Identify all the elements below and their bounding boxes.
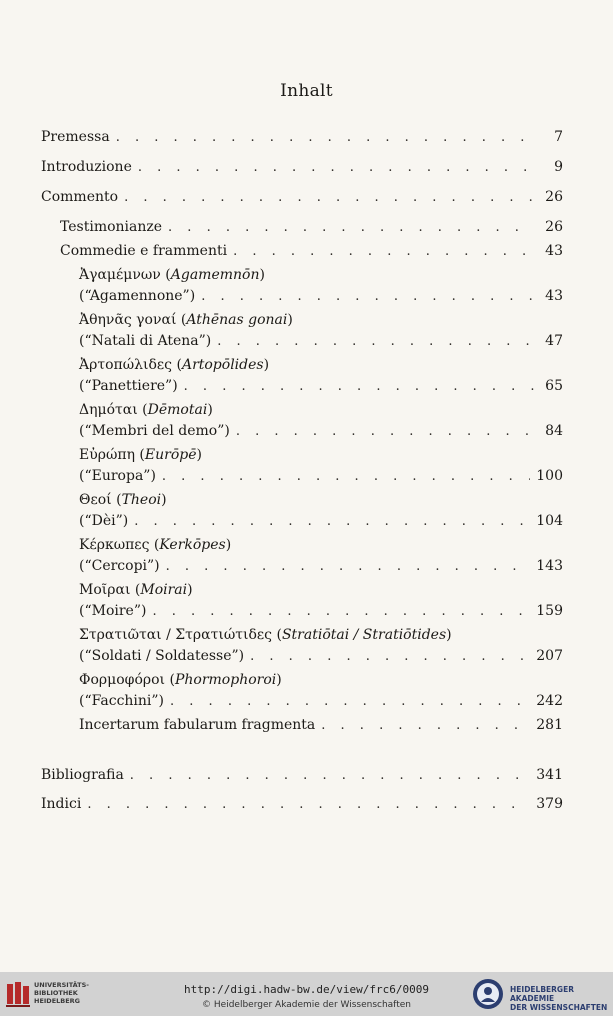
italian-title: (“Natali di Atena”) <box>79 333 212 349</box>
dot-leader <box>87 795 530 815</box>
transliterated-title: Phormophoroi <box>174 672 277 688</box>
viewer-footer <box>0 972 613 1016</box>
transliterated-title: Eurōpē <box>144 447 197 463</box>
italian-title: (“Moire”) <box>79 603 147 619</box>
italian-title: (“Panettiere”) <box>79 378 178 394</box>
toc-page-number: 84 <box>545 423 563 439</box>
greek-title: Κέρκωπες <box>79 537 150 553</box>
toc-label: Commedie e frammenti <box>60 243 228 259</box>
transliterated-title: Agamemnōn <box>170 267 260 283</box>
toc-entry-commento <box>41 187 563 207</box>
dot-leader <box>166 557 531 577</box>
italian-title: (“Soldati / Soldatesse”) <box>79 648 245 664</box>
library-name-line: BIBLIOTHEK <box>34 989 78 997</box>
toc-entry-play <box>79 286 563 306</box>
toc-page-number: 43 <box>545 288 563 304</box>
greek-title: Φορμοφόροι <box>79 672 166 688</box>
toc-label: Incertarum fabularum fragmenta <box>79 717 316 733</box>
toc-page-number: 379 <box>536 796 563 812</box>
toc-page-number: 341 <box>536 767 563 783</box>
toc-entry-play <box>79 511 563 531</box>
toc-page-number: 242 <box>536 693 563 709</box>
toc-page-number: 7 <box>554 129 563 145</box>
italian-title: (“Dèi”) <box>79 513 129 529</box>
greek-title: Εὐρώπη <box>79 447 135 463</box>
play-title-line: Ἀθηνᾶς γοναί (Athēnas gonai) <box>79 312 293 328</box>
toc-page-number: 100 <box>536 468 563 484</box>
academy-seal-icon[interactable] <box>472 978 504 1010</box>
toc-entry-premessa <box>41 127 563 147</box>
play-title-line: Στρατιῶται / Στρατιώτιδες (Stratiōtai / Stratiōtides) <box>79 627 452 643</box>
library-name-line: UNIVERSITÄTS- <box>34 981 89 989</box>
dot-leader <box>116 128 535 148</box>
dot-leader <box>168 218 535 238</box>
greek-title: Μοῖραι <box>79 582 131 598</box>
play-title-line: Ἀρτοπώλιδες (Artopōlides) <box>79 357 270 373</box>
toc-entry-play <box>79 556 563 576</box>
play-title-line: Εὐρώπη (Eurōpē) <box>79 447 202 463</box>
transliterated-title: Kerkōpes <box>159 537 226 553</box>
greek-title: Στρατιῶται / Στρατιώτιδες <box>79 627 273 643</box>
library-name-line: HEIDELBERG <box>34 997 81 1005</box>
toc-entry-testimonianze <box>60 217 563 237</box>
dot-leader <box>162 467 530 487</box>
toc-page-number: 9 <box>554 159 563 175</box>
toc-label: Premessa <box>41 129 110 145</box>
italian-title: (“Europa”) <box>79 468 156 484</box>
page-title: Inhalt <box>280 81 333 101</box>
greek-title: Θεοί <box>79 492 112 508</box>
dot-leader <box>130 766 530 786</box>
toc-page-number: 143 <box>536 558 563 574</box>
italian-title: (“Facchini”) <box>79 693 165 709</box>
dot-leader <box>124 188 535 208</box>
dot-leader <box>233 242 535 262</box>
toc-entry-play <box>79 331 563 351</box>
toc-page-number: 47 <box>545 333 563 349</box>
toc-entry-bibliografia <box>41 765 563 785</box>
toc-page-number: 65 <box>545 378 563 394</box>
transliterated-title: Dēmotai <box>147 402 208 418</box>
toc-page-number: 26 <box>545 219 563 235</box>
copyright-notice: © Heidelberger Akademie der Wissenschaften <box>202 1000 411 1010</box>
dot-leader <box>217 332 535 352</box>
play-title-line: Μοῖραι (Moirai) <box>79 582 193 598</box>
dot-leader <box>184 377 535 397</box>
transliterated-title: Artopōlides <box>181 357 264 373</box>
dot-leader <box>201 287 535 307</box>
toc-page-number: 207 <box>536 648 563 664</box>
transliterated-title: Moirai <box>140 582 188 598</box>
play-title-line: Θεοί (Theoi) <box>79 492 167 508</box>
toc-entry-incertarum <box>79 715 563 735</box>
play-title-line: Κέρκωπες (Kerkōpes) <box>79 537 232 553</box>
greek-title: Ἀθηνᾶς γοναί <box>79 312 177 328</box>
toc-page-number: 104 <box>536 513 563 529</box>
greek-title: Ἀγαμέμνων <box>79 267 161 283</box>
dot-leader <box>138 158 535 178</box>
toc-page-number: 43 <box>545 243 563 259</box>
toc-label: Testimonianze <box>60 219 163 235</box>
academy-name-line: HEIDELBERGER AKADEMIE <box>510 985 574 1003</box>
play-title-line: Δημόται (Dēmotai) <box>79 402 213 418</box>
transliterated-title: Stratiōtai / Stratiōtides <box>281 627 447 643</box>
dot-leader <box>134 512 530 532</box>
toc-entry-indici <box>41 794 563 814</box>
italian-title: (“Agamennone”) <box>79 288 196 304</box>
greek-title: Δημόται <box>79 402 138 418</box>
toc-entry-play <box>79 691 563 711</box>
toc-page-number: 281 <box>536 717 563 733</box>
toc-label: Commento <box>41 189 119 205</box>
toc-entry-introduzione <box>41 157 563 177</box>
toc-entry-play <box>79 421 563 441</box>
toc-entry-commedie <box>60 241 563 261</box>
academy-name-text <box>510 985 613 1012</box>
toc-label: Bibliografia <box>41 767 124 783</box>
dot-leader <box>152 602 530 622</box>
toc-entry-play <box>79 601 563 621</box>
italian-title: (“Membri del demo”) <box>79 423 230 439</box>
play-title-line: Φορμοφόροι (Phormophoroi) <box>79 672 282 688</box>
academy-name-line: DER WISSENSCHAFTEN <box>510 1003 608 1012</box>
toc-entry-play <box>79 466 563 486</box>
italian-title: (“Cercopi”) <box>79 558 160 574</box>
dot-leader <box>250 647 530 667</box>
transliterated-title: Athēnas gonai <box>186 312 288 328</box>
toc-page-number: 159 <box>536 603 563 619</box>
play-title-line: Ἀγαμέμνων (Agamemnōn) <box>79 267 265 283</box>
toc-page-number: 26 <box>545 189 563 205</box>
greek-title: Ἀρτοπώλιδες <box>79 357 173 373</box>
dot-leader <box>321 716 530 736</box>
toc-entry-play <box>79 646 563 666</box>
transliterated-title: Theoi <box>121 492 162 508</box>
toc-entry-play <box>79 376 563 396</box>
toc-label: Introduzione <box>41 159 132 175</box>
toc-label: Indici <box>41 796 82 812</box>
dot-leader <box>170 692 530 712</box>
permalink-url[interactable]: http://digi.hadw-bw.de/view/frc6/0009 <box>183 983 430 996</box>
dot-leader <box>236 422 535 442</box>
